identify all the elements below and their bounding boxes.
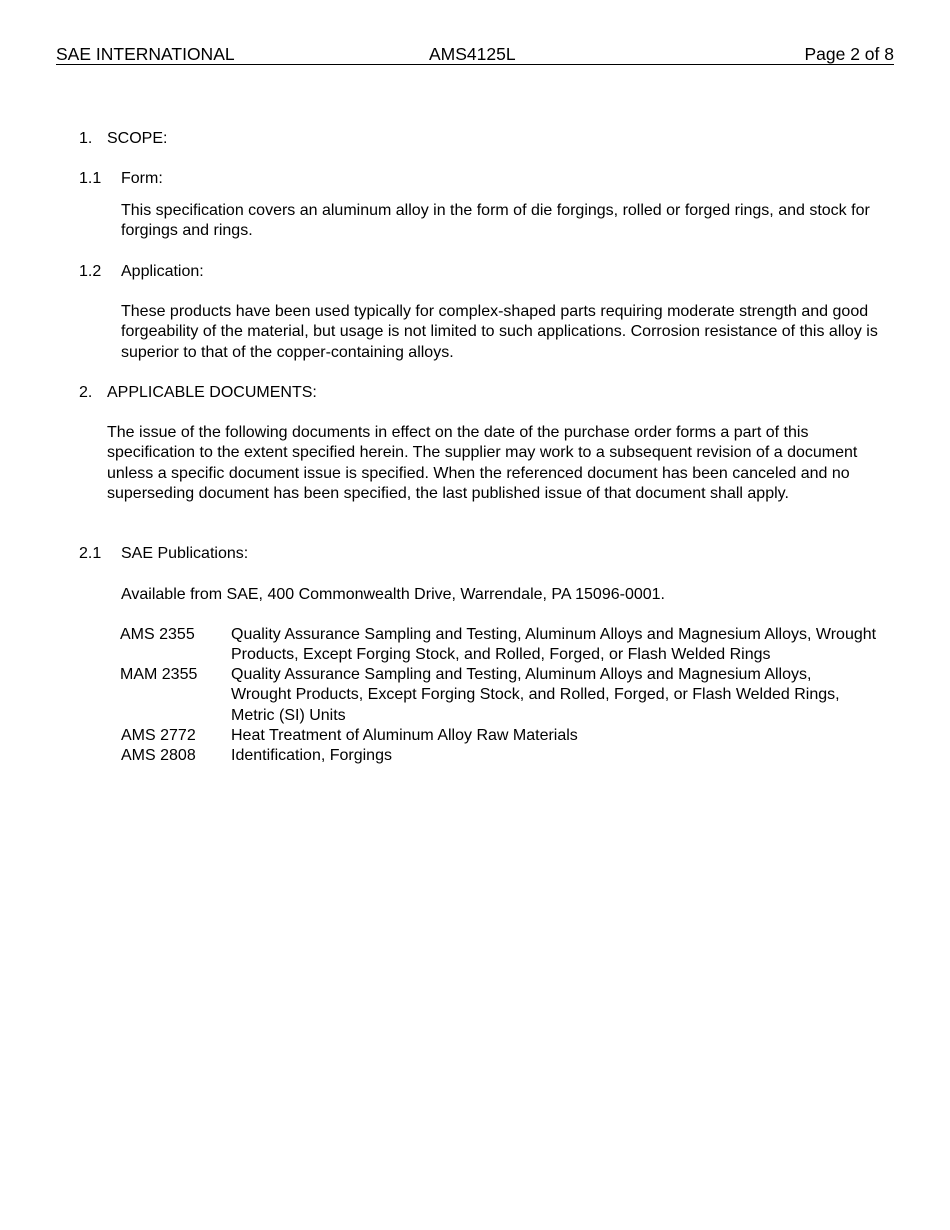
header-organization: SAE INTERNATIONAL (56, 44, 235, 64)
reference-code: AMS 2772 (121, 727, 196, 744)
section-2-text: The issue of the following documents in effect on the date of the purchase order forms a part of this specification to the extent specified herein. The supplier may work to a subsequent revision of a document unless a specific document issue is specified. When the referenced document has been canceled and no superseding document has been specified, the last published issue of that document shall apply. (107, 424, 858, 503)
header-page-number: Page 2 of 8 (804, 44, 894, 64)
reference-title: Heat Treatment of Aluminum Alloy Raw Materials (231, 727, 578, 744)
section-number: 1. (79, 130, 93, 147)
section-2-number: 2. (79, 384, 93, 401)
reference-code: AMS 2355 (120, 626, 195, 643)
reference-title: Quality Assurance Sampling and Testing, Aluminum Alloys and Magnesium Alloys, Wrought Products, Except Forging Stock, and Rolled, Forged, or Flash Welded Rings, Metric (SI) Units (231, 666, 840, 724)
section-2-1-title: SAE Publications: (121, 545, 249, 562)
section-2-1-number: 2.1 (79, 545, 102, 562)
reference-title: Identification, Forgings (231, 747, 392, 764)
reference-title: Quality Assurance Sampling and Testing, Aluminum Alloys and Magnesium Alloys, Wrought Products, Except Forging Stock, and Rolled, Forged, or Flash Welded Rings (231, 626, 877, 664)
section-1-heading (79, 129, 92, 149)
reference-code: MAM 2355 (120, 666, 198, 683)
section-1-2-text: These products have been used typically for complex-shaped parts requiring moderate strength and good forgeability of the material, but usage is not limited to such applications. Corrosion resistance of this alloy is superior to that of the copper-containing alloys. (121, 303, 878, 361)
section-2-1-availability: Available from SAE, 400 Commonwealth Drive, Warrendale, PA 15096-0001. (121, 586, 665, 603)
section-1-title: SCOPE: (107, 130, 168, 147)
header-doc-number: AMS4125L (429, 44, 516, 64)
section-1-2-number: 1.2 (79, 263, 102, 280)
section-1-1-text: This specification covers an aluminum alloy in the form of die forgings, rolled or forged rings, and stock for forgings and rings. (121, 202, 870, 240)
section-1-2-title: Application: (121, 263, 204, 280)
page-header (56, 44, 894, 65)
section-1-1-title: Form: (121, 170, 163, 187)
section-1-1-number: 1.1 (79, 170, 102, 187)
section-2-title: APPLICABLE DOCUMENTS: (107, 384, 317, 401)
reference-code: AMS 2808 (121, 747, 196, 764)
